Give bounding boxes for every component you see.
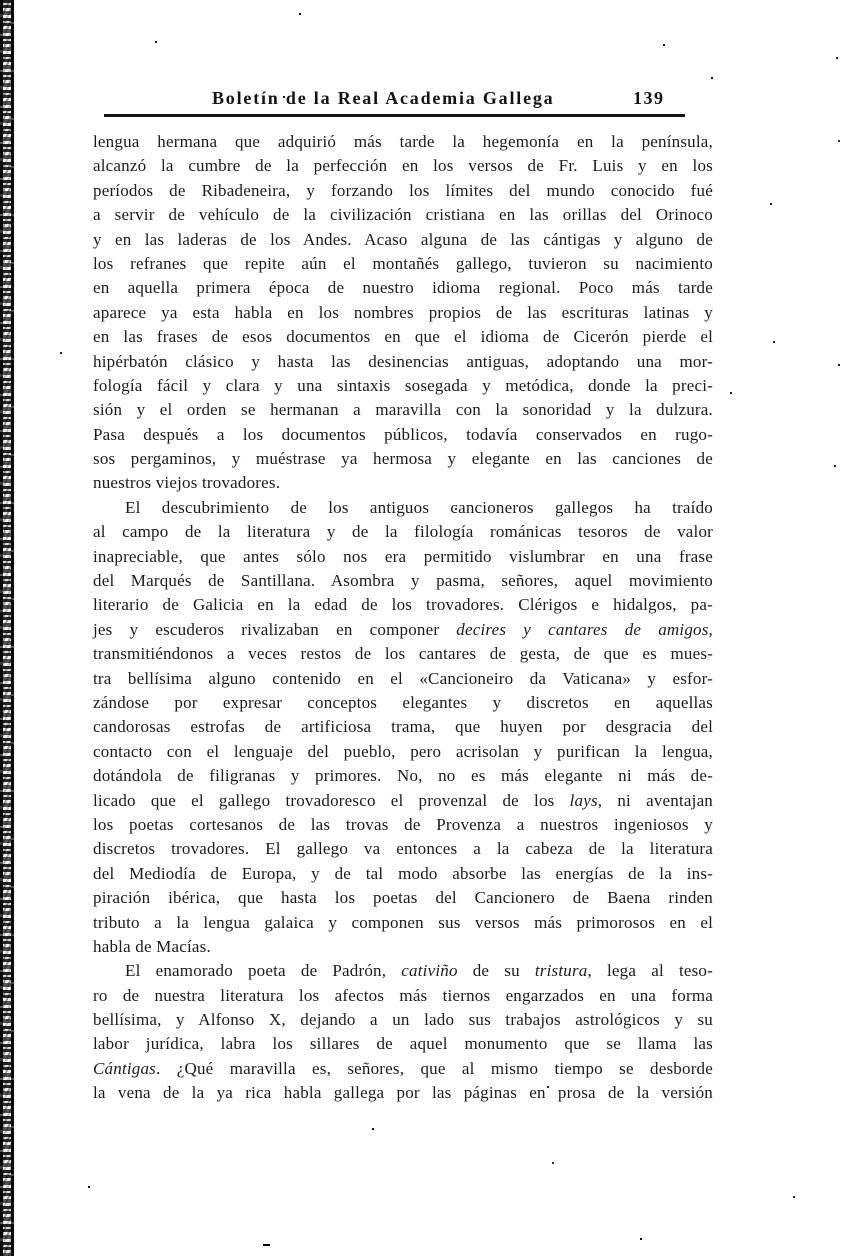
text-line	[93, 471, 713, 495]
text-line	[93, 1032, 713, 1056]
text-segment: Pasa después a los documentos públicos, todavía conservados en rugo-	[93, 424, 713, 444]
text-segment: ro de nuestra literatura los afectos más tiernos engarzados en una forma	[93, 985, 713, 1005]
text-line	[93, 545, 713, 569]
text-segment: inapreciable, que antes sólo nos era permitido vislumbrar en una frase	[93, 546, 713, 566]
text-line	[93, 691, 713, 715]
text-segment: sión y el orden se hermanan a maravilla con la sonoridad y la dulzura.	[93, 400, 713, 420]
text-segment: habla de Macías.	[93, 936, 211, 956]
text-segment: aparece ya esta habla en los nombres propios de las escrituras latinas y	[93, 302, 713, 322]
body-text	[93, 130, 713, 1106]
text-line	[93, 203, 713, 227]
text-line	[93, 1057, 713, 1081]
text-segment: dotándola de filigranas y primores. No, no es más elegante ni más de-	[93, 766, 713, 786]
text-segment: zándose por expresar conceptos elegantes y discretos en aquellas	[93, 692, 713, 712]
text-line	[93, 618, 713, 642]
scan-speckles	[0, 0, 2, 2]
text-line	[93, 593, 713, 617]
text-segment: de su	[457, 961, 535, 981]
text-line	[93, 813, 713, 837]
text-segment: licado que el gallego trovadoresco el provenzal de los	[93, 790, 570, 810]
text-line	[93, 130, 713, 154]
binding-inner-line	[11, 0, 14, 1256]
text-segment: , ni aventajan	[597, 790, 714, 810]
text-segment: sos pergaminos, y muéstrase ya hermosa y elegante en las canciones de	[93, 449, 713, 469]
text-segment: jes y escuderos rivalizaban en componer	[93, 619, 457, 639]
text-segment: candorosas estrofas de artificiosa trama, que huyen por desgracia del	[93, 717, 713, 737]
italic-text: tristura	[534, 961, 588, 981]
text-segment: en aquella primera época de nuestro idioma regional. Poco más tarde	[93, 278, 713, 298]
text-line	[93, 496, 713, 520]
text-segment: los refranes que repite aún el montañés gallego, tuvieron su nacimiento	[93, 253, 713, 273]
text-segment: bellísima, y Alfonso X, dejando a un lado sus trabajos astrológicos y su	[93, 1010, 713, 1030]
text-segment: la vena de la ya rica habla gallega por las páginas en prosa de la versión	[93, 1083, 713, 1103]
text-line	[93, 959, 713, 983]
text-segment: hipérbatón clásico y hasta las desinencias antiguas, adoptando una mor-	[93, 351, 713, 371]
italic-text: decires y cantares de amigos,	[456, 619, 713, 639]
text-segment: tra bellísima alguno contenido en el «Cancioneiro da Vaticana» y esfor-	[93, 668, 713, 688]
text-line	[93, 642, 713, 666]
text-segment: períodos de Ribadeneira, y forzando los límites del mundo conocido fué	[93, 180, 713, 200]
text-line	[93, 984, 713, 1008]
text-segment: contacto con el lenguaje del pueblo, pero acrisolan y purifican la lengua,	[93, 741, 713, 761]
header-rule	[104, 114, 685, 117]
text-segment: al campo de la literatura y de la filología románicas tesoros de valor	[93, 522, 713, 542]
page-number: 139	[633, 88, 665, 108]
text-line	[93, 154, 713, 178]
text-segment: los poetas cortesanos de las trovas de Provenza a nuestros ingeniosos y	[93, 814, 713, 834]
text-line	[93, 398, 713, 422]
italic-text: Cántigas	[93, 1058, 157, 1078]
text-segment: a servir de vehículo de la civilización cristiana en las orillas del Orinoco	[93, 205, 713, 225]
text-segment: , lega al teso-	[587, 961, 713, 981]
text-line	[93, 715, 713, 739]
text-line	[93, 789, 713, 813]
scan-mark	[263, 1244, 270, 1246]
text-line	[93, 862, 713, 886]
text-segment: lengua hermana que adquirió más tarde la hegemonía en la península,	[93, 132, 713, 151]
text-line	[93, 447, 713, 471]
text-segment: fología fácil y clara y una sintaxis sosegada y metódica, donde la preci-	[93, 375, 713, 395]
text-segment: transmitiéndonos a veces restos de los cantares de gesta, de que es mues-	[93, 644, 713, 664]
text-line	[93, 374, 713, 398]
text-line	[93, 276, 713, 300]
text-line	[93, 423, 713, 447]
text-line	[93, 837, 713, 861]
text-segment: . ¿Qué maravilla es, señores, que al mismo tiempo se desborde	[156, 1058, 713, 1078]
text-line	[93, 740, 713, 764]
running-title: Boletín de la Real Academia Gallega	[212, 88, 555, 108]
text-segment: labor jurídica, labra los sillares de aquel monumento que se llama las	[93, 1034, 713, 1054]
book-binding-edge	[0, 0, 15, 1256]
text-segment: El enamorado poeta de Padrón,	[125, 961, 402, 981]
text-segment: y en las laderas de los Andes. Acaso alguna de las cántigas y alguno de	[93, 229, 713, 249]
text-line	[93, 935, 713, 959]
text-segment: tributo a la lengua galaica y componen sus versos más primorosos en el	[93, 912, 713, 932]
text-segment: piración ibérica, que hasta los poetas del Cancionero de Baena rinden	[93, 888, 713, 908]
text-segment: del Marqués de Santillana. Asombra y pasma, señores, aquel movimiento	[93, 571, 713, 591]
text-line	[93, 667, 713, 691]
text-line	[93, 350, 713, 374]
text-line	[93, 1008, 713, 1032]
text-line	[93, 764, 713, 788]
binding-texture	[3, 0, 11, 1256]
text-line	[93, 886, 713, 910]
text-segment: en las frases de esos documentos en que el idioma de Cicerón pierde el	[93, 327, 713, 347]
text-line	[93, 569, 713, 593]
text-segment: nuestros viejos trovadores.	[93, 473, 281, 493]
text-line	[93, 252, 713, 276]
text-segment: El descubrimiento de los antiguos cancioneros gallegos ha traído	[125, 497, 713, 517]
text-line	[93, 1081, 713, 1105]
text-line	[93, 325, 713, 349]
text-line	[93, 911, 713, 935]
italic-text: cativiño	[401, 961, 458, 981]
text-segment: alcanzó la cumbre de la perfección en los versos de Fr. Luis y en los	[93, 156, 713, 176]
text-segment: del Mediodía de Europa, y de tal modo absorbe las energías de la ins-	[93, 863, 713, 883]
text-segment: literario de Galicia en la edad de los trovadores. Clérigos e hidalgos, pa-	[93, 595, 713, 615]
text-line	[93, 520, 713, 544]
text-line	[93, 179, 713, 203]
italic-text: lays	[569, 790, 598, 810]
text-segment: discretos trovadores. El gallego va entonces a la cabeza de la literatura	[93, 839, 713, 859]
text-line	[93, 228, 713, 252]
text-line	[93, 301, 713, 325]
